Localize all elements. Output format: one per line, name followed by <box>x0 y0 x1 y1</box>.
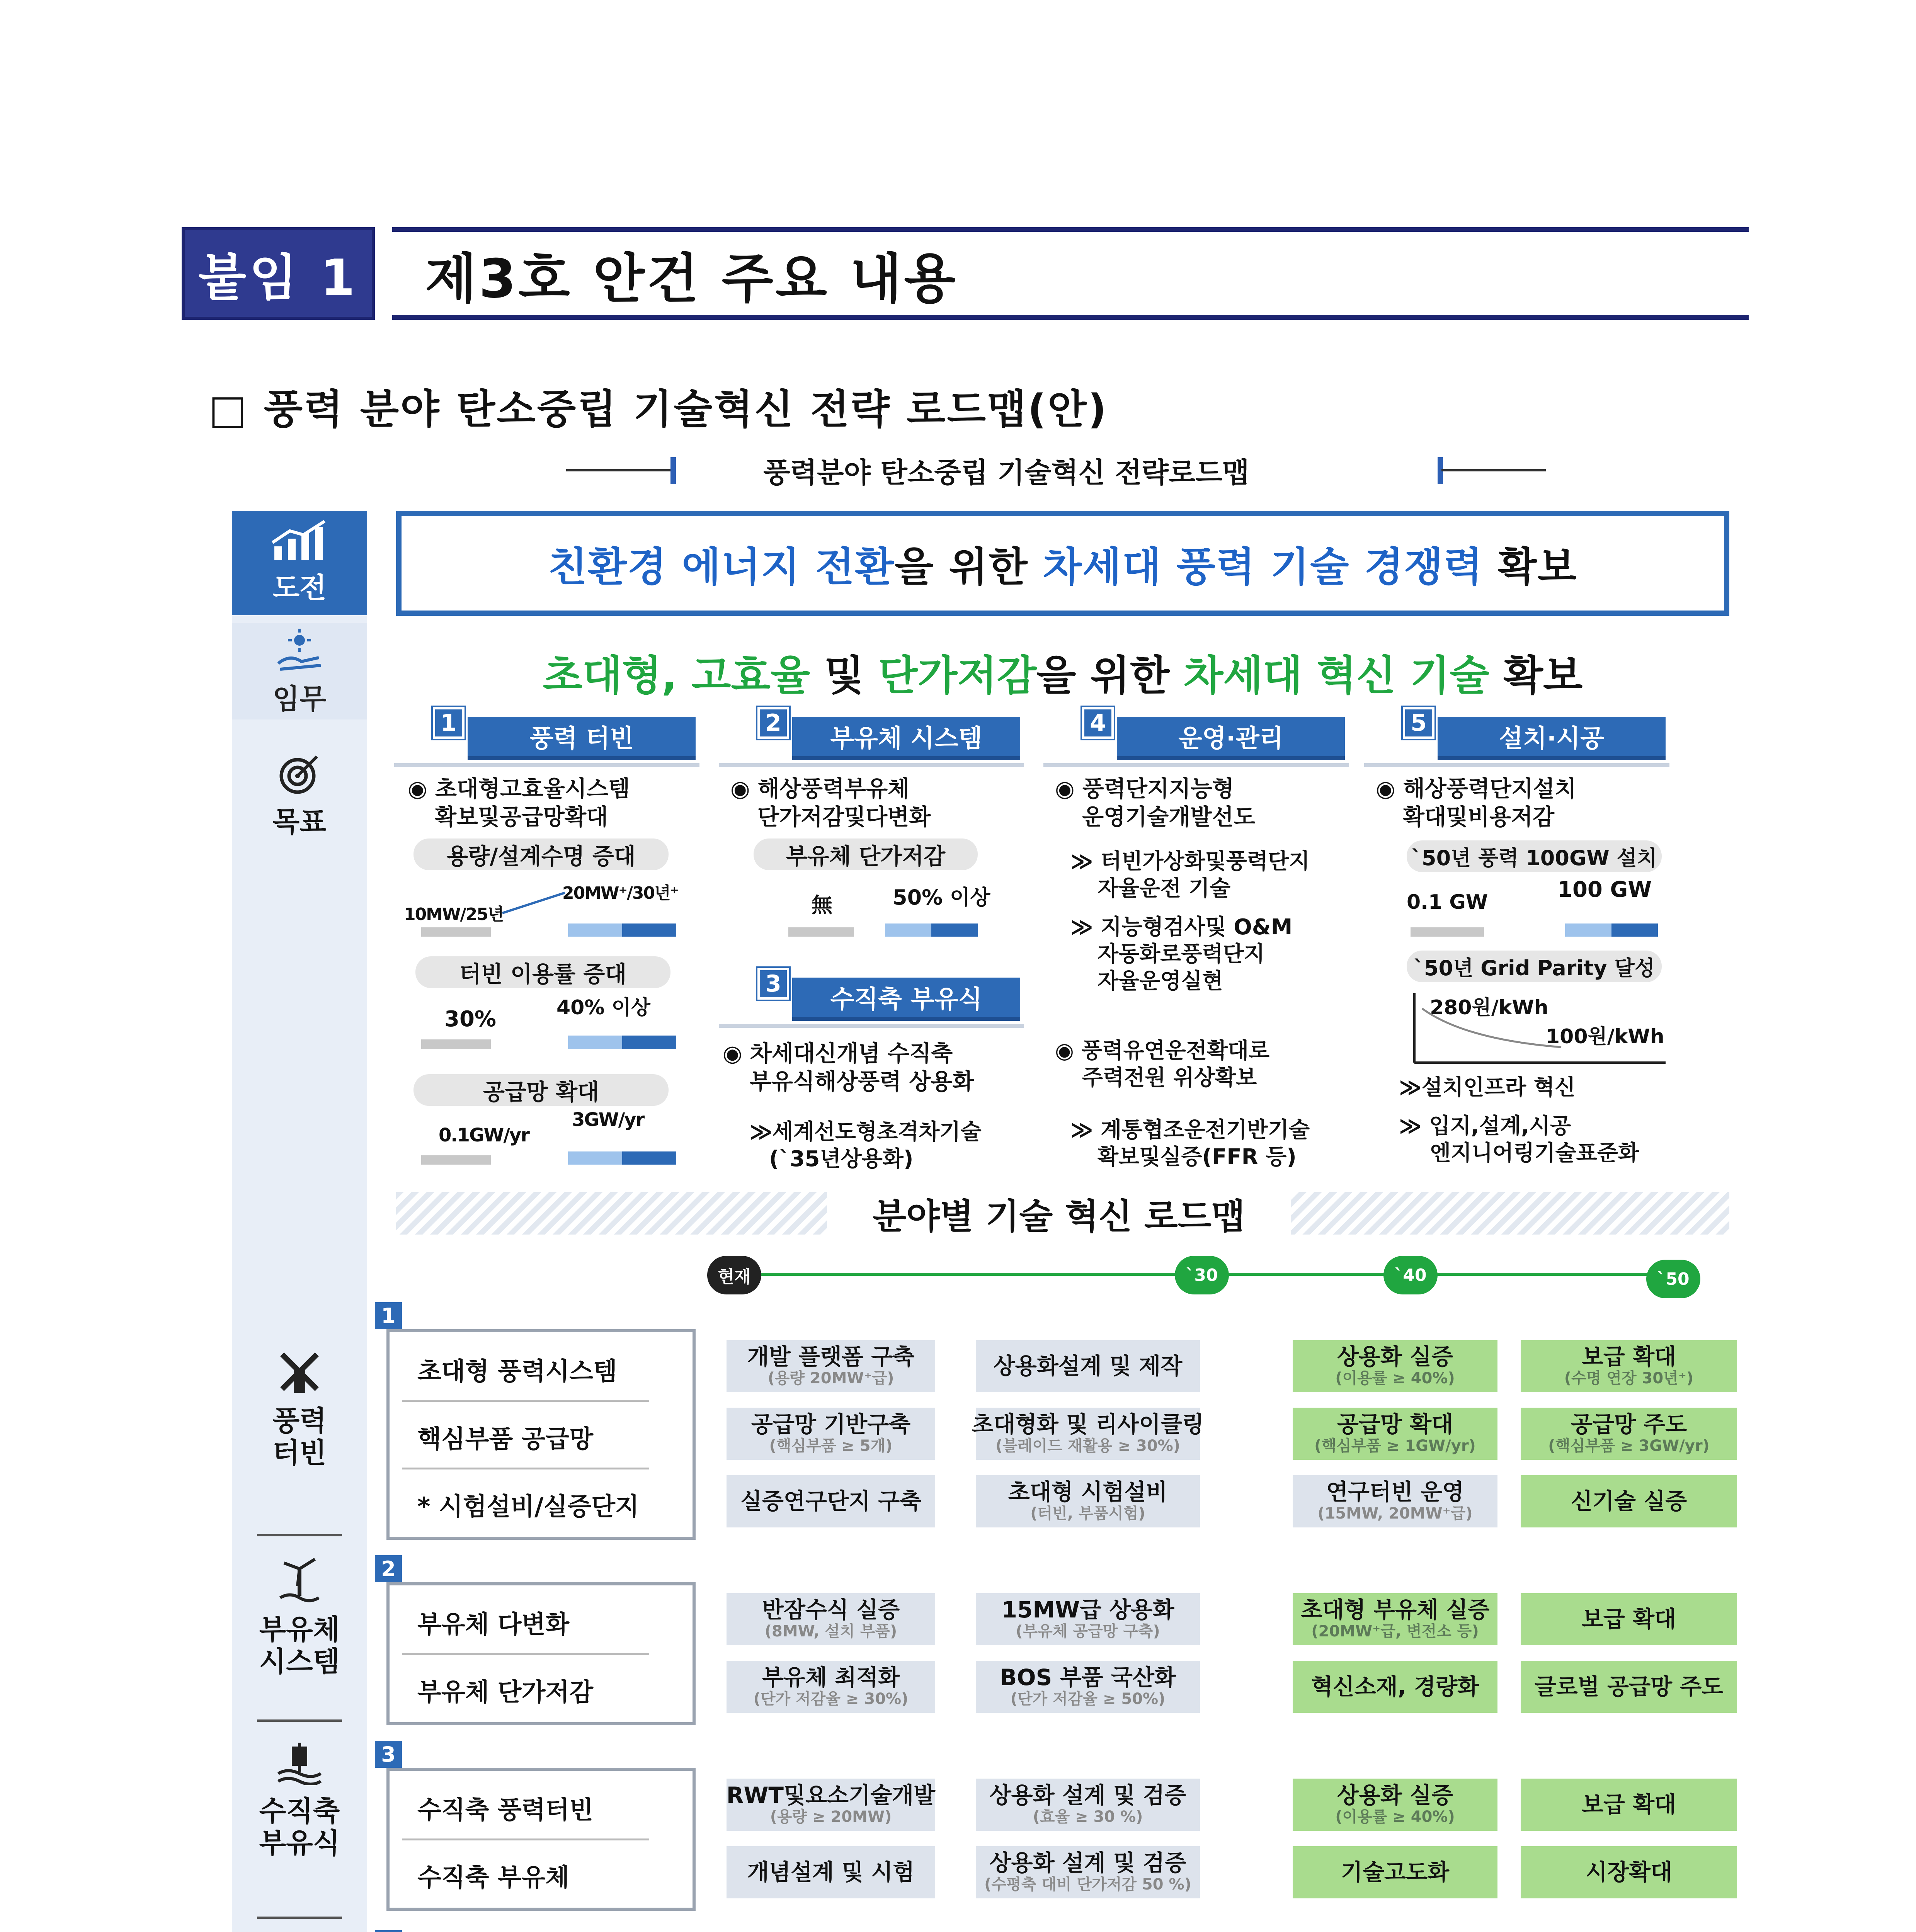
goal5-price-curve <box>1407 989 1669 1066</box>
roadmap-cell <box>1521 1593 1737 1645</box>
roadmap-cell <box>727 1408 935 1460</box>
title-rule-bottom <box>392 315 1749 320</box>
check-icon: ◉ <box>1055 776 1082 802</box>
timeline-marker-2030: `30 <box>1175 1256 1229 1294</box>
goal5-sub2-line2: 엔지니어링기술표준화 <box>1430 1141 1639 1166</box>
section-number: 1 <box>375 1302 402 1329</box>
goal-tab-5: 설치·시공 <box>1438 717 1666 760</box>
cell-main-text: 개발 플랫폼 구축 <box>747 1343 915 1370</box>
sidebar-divider <box>257 1534 342 1536</box>
goal1-arrow <box>502 892 565 914</box>
cell-main-text: 기술고도화 <box>1341 1859 1450 1885</box>
goal5-to: 100 GW <box>1557 877 1652 902</box>
mission-banner <box>396 641 1729 703</box>
cell-sub-text: (효율 ≥ 30 %) <box>1033 1808 1143 1826</box>
item-divider <box>402 1838 649 1840</box>
cell-sub-text: (단가 저감율 ≥ 30%) <box>753 1690 909 1708</box>
cell-main-text: RWT및요소기술개발 <box>726 1782 936 1808</box>
sidebar-label-mission: 임무 <box>272 683 327 715</box>
goal-tab-4: 운영·관리 <box>1117 717 1345 760</box>
cell-sub-text: (20MW⁺급, 변전소 등) <box>1311 1622 1479 1641</box>
goal5-price-to: 100원/kWh <box>1546 1025 1664 1048</box>
cell-sub-text: (8MW, 설치 부품) <box>764 1622 897 1641</box>
caption-rule-right <box>1441 469 1546 471</box>
goal2-bar-blue <box>931 923 978 937</box>
goal-underline-1 <box>394 763 699 767</box>
goal1-bullet-line1: 초대형고효율시스템 <box>435 776 630 802</box>
goal4-sub3-line2: 확보및실증(FFR 등) <box>1098 1145 1297 1170</box>
floating-turbine-icon <box>232 1557 367 1614</box>
goal2-bullet <box>730 775 931 831</box>
roadmap-cell <box>727 1779 935 1831</box>
cell-main-text: 연구터빈 운영 <box>1326 1478 1464 1505</box>
cell-sub-text: (이용률 ≥ 40%) <box>1335 1369 1455 1388</box>
target-icon <box>232 753 367 806</box>
goal4-sub1 <box>1070 848 1310 902</box>
cell-main-text: 초대형화 및 리사이클링 <box>972 1411 1204 1437</box>
goal5-bullet-line1: 해상풍력단지설치 <box>1403 776 1577 802</box>
page-title: 제3호 안건 주요 내용 <box>425 248 958 310</box>
roadmap-cell <box>1521 1661 1737 1713</box>
cell-sub-text: (핵심부품 ≥ 1GW/yr) <box>1314 1437 1476 1455</box>
roadmap-item: 초대형 풍력시스템 <box>417 1357 617 1386</box>
goal5-from: 0.1 GW <box>1407 891 1488 914</box>
goal1-pill-supply: 공급망 확대 <box>413 1074 669 1106</box>
goal4-bullet <box>1055 775 1255 831</box>
cell-main-text: 공급망 주도 <box>1571 1411 1687 1437</box>
goal5-pill-grid: `50년 Grid Parity 달성 <box>1407 951 1662 982</box>
goal1-bar3-gray <box>421 1155 491 1165</box>
vision-banner <box>396 511 1729 616</box>
goal1-supply-to: 3GW/yr <box>572 1109 644 1131</box>
goal1-bar-gray <box>421 927 491 937</box>
check-icon: ◉ <box>1055 1038 1082 1063</box>
item-divider <box>402 1653 649 1655</box>
roadmap-item: 핵심부품 공급망 <box>417 1425 594 1454</box>
cell-main-text: 15MW급 상용화 <box>1001 1596 1174 1623</box>
goal1-bar2-gray <box>421 1039 491 1049</box>
cell-main-text: 부유체 최적화 <box>762 1664 900 1690</box>
goal5-bullet-line2: 확대및비용저감 <box>1403 803 1555 830</box>
goal-underline-3 <box>719 1024 1024 1028</box>
cell-main-text: 초대형 시험설비 <box>1008 1478 1168 1505</box>
goal-tab-2: 부유체 시스템 <box>792 717 1020 760</box>
cell-main-text: 상용화 실증 <box>1337 1343 1453 1370</box>
roadmap-cell <box>976 1779 1200 1831</box>
mission-part-4: 을 위한 <box>1036 652 1184 699</box>
roadmap-cell <box>727 1846 935 1898</box>
goal5-pill-install: `50년 풍력 100GW 설치 <box>1407 840 1662 872</box>
goal1-cap-from: 10MW/25년 <box>404 905 504 924</box>
goal1-bar3-blue <box>622 1151 676 1165</box>
section-number: 3 <box>375 1741 402 1768</box>
goal1-bar-blue <box>622 923 676 937</box>
sidebar-label-challenge: 도전 <box>272 571 327 604</box>
cell-main-text: 공급망 확대 <box>1337 1411 1453 1437</box>
mission-part-2: 및 <box>810 652 878 699</box>
cell-sub-text: (블레이드 재활용 ≥ 30%) <box>995 1437 1181 1455</box>
goal5-bar-light <box>1565 923 1611 937</box>
title-rule-top <box>392 227 1749 232</box>
goal1-bullet-line2: 확보및공급망확대 <box>435 803 608 830</box>
goal2-from: 無 <box>812 893 832 917</box>
goal3-bullet-line2: 부유식해상풍력 상용화 <box>750 1068 974 1095</box>
timeline-marker-2040: `40 <box>1383 1256 1438 1294</box>
cell-main-text: 상용화설계 및 제작 <box>993 1352 1183 1379</box>
goal1-util-from: 30% <box>444 1007 497 1032</box>
roadmap-cell <box>727 1661 935 1713</box>
cell-main-text: 보급 확대 <box>1581 1605 1676 1632</box>
cell-main-text: 상용화 실증 <box>1337 1782 1453 1808</box>
roadmap-cell <box>1293 1661 1497 1713</box>
cell-main-text: 실증연구단지 구축 <box>740 1488 922 1514</box>
sidebar-label-floater: 부유체 시스템 <box>259 1613 340 1678</box>
roadmap-cell <box>727 1475 935 1527</box>
section-number <box>375 1930 402 1932</box>
roadmap-cell <box>1293 1340 1497 1392</box>
goal-number-4: 4 <box>1082 707 1114 739</box>
goal3-sub-line1: ≫세계선도형초격차기술 <box>750 1119 982 1145</box>
roadmap-cell <box>976 1846 1200 1898</box>
goal-number-2: 2 <box>757 707 789 739</box>
cell-main-text: 글로벌 공급망 주도 <box>1534 1673 1724 1700</box>
roadmap-item: 수직축 풍력터빈 <box>417 1796 594 1825</box>
sparkle-hand-icon <box>232 627 367 683</box>
sidebar-mission <box>232 623 367 719</box>
roadmap-cell <box>727 1593 935 1645</box>
caption-tick-left <box>670 457 676 484</box>
goal4-sub3-line1: ≫ 계통협조운전기반기술 <box>1070 1117 1310 1143</box>
vision-part-1: 친환경 에너지 전환 <box>548 543 895 590</box>
cell-main-text: 초대형 부유체 실증 <box>1300 1596 1490 1623</box>
goal3-sub <box>750 1119 982 1173</box>
timeline-marker-now: 현재 <box>707 1256 761 1294</box>
cell-main-text: BOS 부품 국산화 <box>1000 1664 1176 1690</box>
roadmap-cell <box>976 1661 1200 1713</box>
goal-number-5: 5 <box>1403 707 1434 739</box>
cell-sub-text: (이용률 ≥ 40%) <box>1335 1808 1455 1826</box>
cell-sub-text: (핵심부품 ≥ 5개) <box>769 1437 893 1455</box>
goal1-cap-to: 20MW⁺/30년⁺ <box>562 883 678 903</box>
roadmap-cell <box>972 1408 1204 1460</box>
cell-main-text: 시장확대 <box>1585 1859 1673 1885</box>
goal1-pill-capacity: 용량/설계수명 증대 <box>413 838 669 870</box>
roadmap-cell <box>1293 1408 1497 1460</box>
goal4-sub1-line1: ≫ 터빈가상화및풍력단지 <box>1070 849 1310 874</box>
cell-main-text: 보급 확대 <box>1581 1791 1676 1818</box>
goal4-sub3 <box>1070 1117 1310 1171</box>
cell-main-text: 보급 확대 <box>1581 1343 1676 1370</box>
goal1-bar2-blue <box>622 1036 676 1049</box>
attachment-label: 붙임 1 <box>182 227 375 320</box>
cell-sub-text: (수평축 대비 단가저감 50 %) <box>984 1876 1191 1894</box>
roadmap-heading: 분야별 기술 혁신 로드맵 <box>827 1192 1291 1235</box>
vertical-axis-icon <box>232 1743 367 1795</box>
cell-sub-text: (부유체 공급망 구축) <box>1016 1622 1160 1641</box>
sidebar-label-goal: 목표 <box>272 806 327 838</box>
goal4-sub2-line1: ≫ 지능형검사및 O&M <box>1070 915 1293 940</box>
goal4-sub2-line2: 자동화로풍력단지 <box>1098 942 1265 967</box>
check-icon: ◉ <box>1376 776 1403 802</box>
goal2-bar-gray <box>788 927 854 937</box>
chart-up-icon <box>232 519 367 572</box>
goal-underline-5 <box>1364 763 1669 767</box>
goal3-bullet <box>723 1039 974 1095</box>
check-icon: ◉ <box>408 776 435 802</box>
sidebar-label-vertical: 수직축 부유식 <box>259 1795 340 1859</box>
vision-part-2: 을 위한 <box>894 543 1043 590</box>
roadmap-item: 부유체 다변화 <box>417 1610 570 1639</box>
cell-main-text: 혁신소재, 경량화 <box>1311 1673 1479 1700</box>
goal-underline-2 <box>719 763 1024 767</box>
windmill-icon <box>232 1349 367 1405</box>
goal4-sub1-line2: 자율운전 기술 <box>1098 876 1231 901</box>
check-icon: ◉ <box>730 776 758 802</box>
cell-sub-text: (15MW, 20MW⁺급) <box>1317 1505 1473 1523</box>
goal3-bullet-line1: 차세대신개념 수직축 <box>750 1040 953 1066</box>
roadmap-item: 수직축 부유체 <box>417 1863 570 1892</box>
goal5-sub2 <box>1399 1113 1639 1167</box>
caption-rule-left <box>566 469 674 471</box>
goal5-sub1: ≫설치인프라 혁신 <box>1399 1075 1576 1100</box>
goal-number-1: 1 <box>433 707 465 739</box>
cell-sub-text: (수명 연장 30년⁺) <box>1564 1369 1694 1388</box>
goal4-bullet-line1: 풍력단지지능형 <box>1082 776 1234 802</box>
mission-part-5: 차세대 혁신 기술 <box>1184 652 1489 699</box>
goal-tab-3: 수직축 부유식 <box>792 978 1020 1021</box>
roadmap-cell <box>976 1475 1200 1527</box>
roadmap-cell <box>1521 1846 1737 1898</box>
cell-main-text: 개념설계 및 시험 <box>747 1859 915 1885</box>
roadmap-cell <box>1521 1340 1737 1392</box>
roadmap-cell <box>1293 1475 1497 1527</box>
sidebar-section-1 <box>232 1349 367 1469</box>
goal3-sub-line2: (`35년상용화) <box>769 1146 914 1172</box>
goal4-bullet-line2: 운영기술개발선도 <box>1082 803 1256 830</box>
cell-sub-text: (핵심부품 ≥ 3GW/yr) <box>1548 1437 1710 1455</box>
cell-main-text: 공급망 기반구축 <box>751 1411 911 1437</box>
roadmap-cell <box>1521 1475 1737 1527</box>
goal4-bullet2-line2: 주력전원 위상확보 <box>1082 1065 1257 1090</box>
sidebar-divider <box>257 1917 342 1919</box>
roadmap-cell <box>1521 1408 1737 1460</box>
goal5-price-from: 280원/kWh <box>1430 996 1548 1019</box>
goal-underline-4 <box>1043 763 1349 767</box>
cell-main-text: 신기술 실증 <box>1571 1488 1687 1514</box>
roadmap-cell <box>727 1340 935 1392</box>
cell-main-text: 상용화 설계 및 검증 <box>989 1849 1186 1876</box>
vision-part-4: 확보 <box>1483 543 1577 590</box>
goal2-bar-light <box>885 923 931 937</box>
goal2-pill-cost: 부유체 단가저감 <box>754 838 978 870</box>
mission-part-1: 초대형, 고효율 <box>543 652 810 699</box>
roadmap-cell <box>1293 1779 1497 1831</box>
roadmap-cell <box>1521 1779 1737 1831</box>
goal1-supply-from: 0.1GW/yr <box>439 1124 529 1146</box>
sidebar-divider <box>257 1719 342 1722</box>
cell-main-text: 반잠수식 실증 <box>762 1596 900 1623</box>
goal2-bullet-line1: 해상풍력부유체 <box>757 776 910 802</box>
goal5-sub2-line1: ≫ 입지,설계,시공 <box>1399 1114 1571 1139</box>
goal1-util-to: 40% 이상 <box>556 996 651 1019</box>
check-icon: ◉ <box>723 1040 750 1066</box>
roadmap-cell <box>1293 1846 1497 1898</box>
sidebar-section-2 <box>232 1557 367 1678</box>
roadmap-cell <box>976 1593 1200 1645</box>
goal4-sub2-line3: 자율운영실현 <box>1098 969 1223 994</box>
goal2-bullet-line2: 단가저감및다변화 <box>757 803 931 830</box>
item-divider <box>402 1400 649 1402</box>
goal5-bar-gray <box>1411 927 1484 937</box>
mission-part-3: 단가저감 <box>878 652 1037 699</box>
sidebar-section-3 <box>232 1743 367 1859</box>
roadmap-caption: 풍력분야 탄소중립 기술혁신 전략로드맵 <box>763 456 1249 489</box>
goal1-pill-utilization: 터빈 이용률 증대 <box>415 956 670 988</box>
roadmap-item: 부유체 단가저감 <box>417 1678 594 1707</box>
roadmap-cell <box>976 1340 1200 1392</box>
goal1-bullet <box>408 775 630 831</box>
roadmap-item: * 시험설비/실증단지 <box>417 1492 639 1521</box>
sidebar-goal <box>232 753 367 838</box>
cell-main-text: 상용화 설계 및 검증 <box>989 1782 1186 1808</box>
vision-part-3: 차세대 풍력 기술 경쟁력 <box>1043 543 1484 590</box>
mission-part-6: 확보 <box>1489 652 1583 699</box>
goal-tab-1: 풍력 터빈 <box>468 717 696 760</box>
section-number: 2 <box>375 1555 402 1582</box>
goal1-bar2-light <box>568 1036 622 1049</box>
item-divider <box>402 1468 649 1469</box>
goal4-bullet2 <box>1055 1037 1269 1092</box>
roadmap-cell <box>1293 1593 1497 1645</box>
goal1-bar3-light <box>568 1151 622 1165</box>
left-sidebar <box>232 511 367 1932</box>
goal-number-3: 3 <box>757 968 789 1000</box>
timeline-marker-2050: `50 <box>1646 1260 1700 1298</box>
cell-sub-text: (터빈, 부품시험) <box>1030 1505 1145 1523</box>
goal1-bar-light <box>568 923 622 937</box>
cell-sub-text: (용량 20MW⁺급) <box>767 1369 894 1388</box>
goal5-bar-blue <box>1611 923 1658 937</box>
section-subheading: □ 풍력 분야 탄소중립 기술혁신 전략 로드맵(안) <box>209 386 1108 433</box>
goal5-bullet <box>1376 775 1576 831</box>
goal4-bullet2-line1: 풍력유연운전확대로 <box>1081 1038 1270 1063</box>
cell-sub-text: (단가 저감율 ≥ 50%) <box>1010 1690 1166 1708</box>
goal2-to: 50% 이상 <box>893 885 990 910</box>
cell-sub-text: (용량 ≥ 20MW) <box>770 1808 892 1826</box>
sidebar-challenge <box>232 511 367 615</box>
goal4-sub2 <box>1070 914 1292 995</box>
sidebar-label-turbine: 풍력 터빈 <box>272 1405 327 1469</box>
